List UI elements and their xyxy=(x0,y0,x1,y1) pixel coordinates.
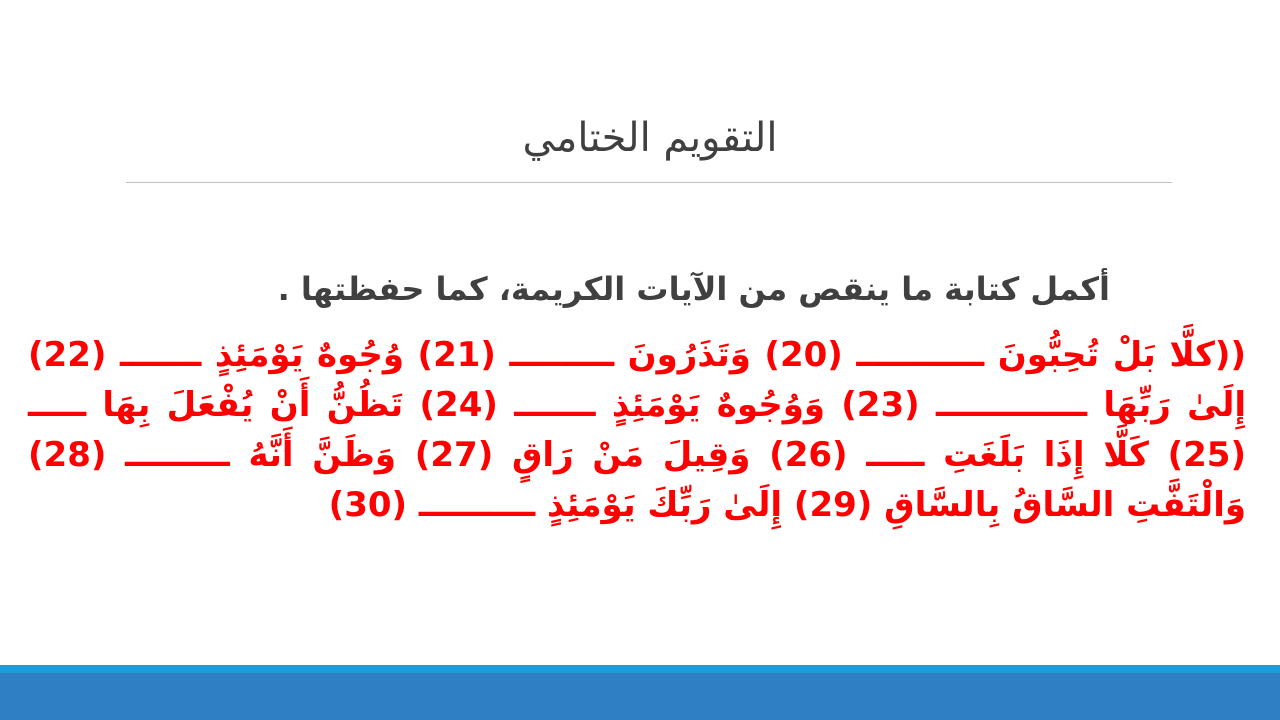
verses-text: ((كلَّا بَلْ تُحِبُّونَ ـــــــــــ (20) وَتَذَرُونَ ـــــــــ (21) وُجُوهٌ يَوْمَئِذٍ ـــــــ (22) إِلَىٰ رَبِّهَا ـــــــــــــ (23) وَوُجُوهٌ يَوْمَئِذٍ ـــــــ (24) تَظُنُّ أَنْ يُفْعَلَ بِهَا ـــــ (25) كَلَّا إِذَا بَلَغَتِ ـــــ (26) وَقِيلَ مَنْ رَاقٍ (27) وَظَنَّ أَنَّهُ ـــــــــ (28) وَالْتَفَّتِ السَّاقُ بِالسَّاقِ (29) إِلَىٰ رَبِّكَ يَوْمَئِذٍ ــــــــــ (30) xyxy=(28,335,1247,525)
footer-accent-stripe xyxy=(0,665,1280,673)
slide-title: التقويم الختامي xyxy=(522,115,778,161)
title-divider xyxy=(126,182,1172,183)
footer-bar xyxy=(0,673,1280,720)
instruction-text: أكمل كتابة ما ينقص من الآيات الكريمة، كما حفظتها . xyxy=(277,270,1110,308)
